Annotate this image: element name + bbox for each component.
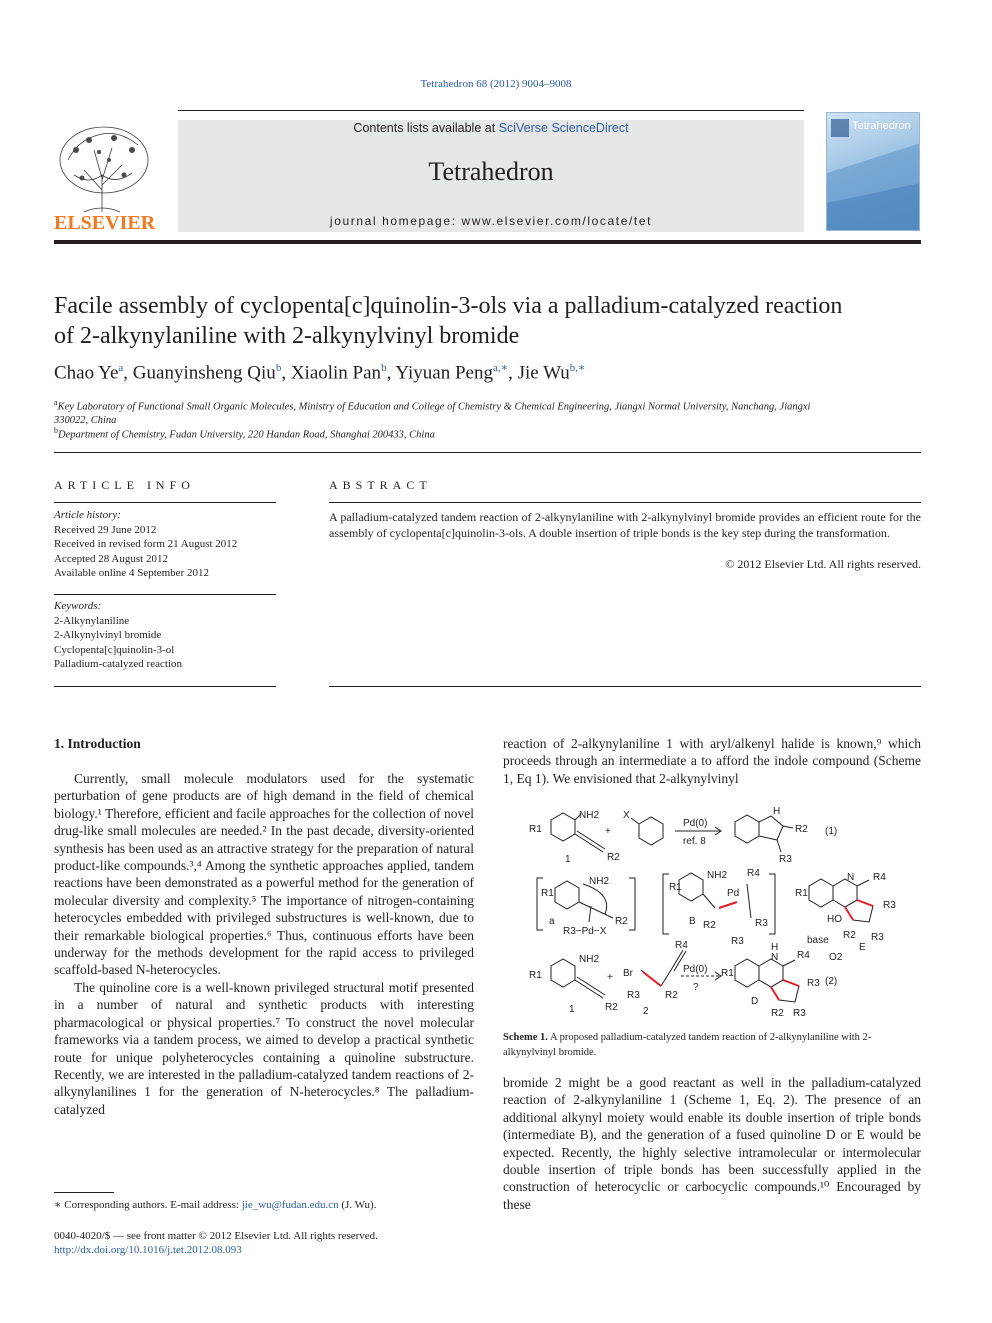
label-plus: + [607, 972, 613, 983]
received-date: Received 29 June 2012 [54, 523, 157, 536]
keyword: 2-Alkynylvinyl bromide [54, 629, 162, 641]
label-h: H [771, 942, 779, 953]
section-rule [54, 452, 921, 453]
label-r3: R3 [807, 978, 820, 989]
keywords-label: Keywords: [54, 600, 102, 612]
benzene-ring [639, 817, 663, 845]
label-h: H [773, 806, 781, 817]
label-intermediate-b: B [689, 916, 696, 927]
author-sup[interactable]: b [381, 362, 387, 374]
label-r3: R3 [755, 918, 768, 929]
label-r1: R1 [669, 882, 682, 893]
history-label: Article history: [54, 509, 121, 521]
label-r3: R3 [627, 990, 640, 1001]
keyword: Cyclopenta[c]quinolin-3-ol [54, 643, 175, 656]
indole-ring [735, 815, 759, 843]
label-r1: R1 [541, 888, 554, 899]
scheme-caption-text: A proposed palladium-catalyzed tandem reaction of 2-alkynylaniline with 2-alkynylvinyl bromide. [503, 1032, 872, 1058]
journal-citation[interactable]: Tetrahedron 68 (2012) 9004–9008 [420, 78, 572, 90]
label-n: N [771, 952, 779, 963]
label-eq2: (2) [825, 976, 838, 987]
title-line-2: of 2-alkynylaniline with 2-alkynylvinyl bromide [54, 323, 520, 349]
label-r2: R2 [703, 920, 716, 931]
publisher-wordmark: ELSEVIER [54, 212, 156, 234]
abstract-text: A palladium-catalyzed tandem reaction of 2-alkynylaniline with 2-alkynylvinyl bromide provides an efficient route for the assembly of cyclopenta[c]quinolin-3-ols. A double insertion of triple bonds is the key step during the transformation. [329, 510, 921, 540]
label-pd0: Pd(0) [683, 818, 708, 829]
scheme-caption [503, 1031, 921, 1060]
abstract-heading: ABSTRACT [329, 478, 432, 492]
product-ring [735, 959, 759, 987]
label-plus: + [605, 826, 611, 837]
label-x: X [623, 810, 630, 821]
issn-line: 0040-4020/$ — see front matter © 2012 Elsevier Ltd. All rights reserved. [54, 1230, 378, 1242]
label-nh2: NH2 [589, 876, 610, 887]
accepted-date: Accepted 28 August 2012 [54, 552, 168, 565]
cover-title: Tetrahedron [852, 120, 911, 132]
label-compound-d: D [751, 996, 759, 1007]
label-r4: R4 [797, 950, 810, 961]
abstract-copyright: © 2012 Elsevier Ltd. All rights reserved. [725, 557, 921, 571]
footnote-suffix: (J. Wu). [338, 1199, 377, 1211]
paragraph: bromide 2 might be a good reactant as well in the palladium-catalyzed reaction of 2-alkynylaniline 1 (Scheme 1, Eq. 2). The presence of an additional alkynyl moiety would enable its double insertion of triple bonds (intermediate B), and the generation of a fused quinoline D or E would be expected. Recently, the highly selective intramolecular or intermolecular double insertion of triple bonds has been successfully applied in the construction of heterocyclic or carbocyclic compounds.¹⁰ Encouraged by these [503, 1075, 921, 1212]
author-sup[interactable]: b [275, 362, 282, 374]
article-title [54, 291, 934, 351]
label-r1: R1 [529, 970, 542, 981]
info-rule [54, 502, 276, 503]
label-compound-1: 1 [565, 854, 571, 865]
label-br: Br [623, 968, 633, 979]
label-question: ? [693, 982, 699, 993]
keywords-block [54, 599, 276, 672]
quinoline-ring [809, 879, 833, 907]
label-r1: R1 [529, 824, 542, 835]
label-r4: R4 [873, 872, 886, 883]
label-intermediate-a: a [549, 916, 555, 927]
benzene-ring [551, 813, 575, 841]
label-r2: R2 [605, 1002, 618, 1013]
right-column-bottom [503, 1074, 921, 1213]
section-heading-introduction: 1. Introduction [54, 736, 141, 751]
label-eq1: (1) [825, 826, 838, 837]
info-rule [54, 686, 276, 687]
issn-block [54, 1229, 474, 1257]
label-r3: R3 [731, 936, 744, 947]
label-pd: Pd [727, 888, 740, 899]
article-info-heading: ARTICLE INFO [54, 478, 195, 492]
keyword: 2-Alkynylaniline [54, 614, 130, 627]
label-o2: O2 [829, 952, 843, 963]
label-nh2: NH2 [707, 870, 728, 881]
author-sup[interactable]: b,∗ [569, 362, 586, 374]
footnote-text: ∗ Corresponding authors. E-mail address: [54, 1199, 242, 1211]
label-r3: R3 [871, 932, 884, 943]
sciencedirect-link[interactable]: SciVerse ScienceDirect [498, 121, 629, 135]
benzene-ring [555, 881, 579, 909]
label-ref8: ref. 8 [683, 836, 706, 847]
author-name: Yiyuan Peng [395, 362, 493, 384]
header-thick-rule [54, 240, 921, 244]
journal-homepage[interactable]: journal homepage: www.elsevier.com/locate/tet [329, 214, 653, 228]
label-nh2: NH2 [579, 954, 600, 965]
email-link[interactable]: jie_wu@fudan.edu.cn [241, 1199, 339, 1211]
keyword: Palladium-catalyzed reaction [54, 658, 182, 670]
affiliation-b: $^b$Department of Chemistry, Fudan University, 220 Handan Road, Shanghai 200433, China [54, 426, 435, 441]
author-sup[interactable]: a,∗ [493, 362, 509, 374]
author-name: Xiaolin Pan [290, 362, 382, 384]
paragraph: reaction of 2-alkynylaniline 1 with aryl/alkenyl halide is known,⁹ which proceeds through an intermediate a to afford the indole compound (Scheme 1, Eq 1). We envisioned that 2-alkynylvinyl [503, 736, 921, 786]
affiliation-a-text-2: 330022, China [54, 414, 117, 426]
label-r3: R3 [883, 900, 896, 911]
author-name: Guanyinsheng Qiu [132, 362, 276, 384]
label-r4: R4 [675, 940, 688, 951]
doi-link[interactable]: http://dx.doi.org/10.1016/j.tet.2012.08.093 [54, 1244, 242, 1256]
abstract-rule [329, 502, 921, 503]
revised-date: Received in revised form 21 August 2012 [54, 538, 238, 550]
abstract-rule [329, 686, 921, 687]
right-column-top [503, 735, 921, 787]
label-r2: R2 [615, 916, 628, 927]
contents-prefix: Contents lists available at [353, 121, 499, 135]
label-ho: HO [827, 914, 842, 925]
affiliation-a-text: Key Laboratory of Functional Small Organic Molecules, Ministry of Education and College of Chemistry & Chemical Engineering, Jiangxi Normal University, Nanchang, Jiangxi [57, 401, 811, 413]
label-nh2: NH2 [579, 810, 600, 821]
affiliation-b-text: Department of Chemistry, Fudan University, 220 Handan Road, Shanghai 200433, China [58, 429, 435, 441]
alkyne-bond [575, 834, 603, 852]
author-sup[interactable]: a [118, 362, 124, 374]
header-rule [178, 110, 804, 111]
author-name: Jie Wu [517, 362, 570, 384]
label-compound-1: 1 [569, 1004, 575, 1015]
label-r3: R3 [779, 854, 792, 865]
label-pd0: Pd(0) [683, 964, 708, 975]
scheme-label: Scheme 1. [503, 1032, 548, 1043]
label-pdx: R3−Pd−X [563, 926, 607, 937]
paragraph: The quinoline core is a well-known privileged structural motif presented in a number of natural and synthetic products with interesting pharmacological or physical properties.⁷ To construct the novel molecular frameworks via a tandem process, we aimed to develop a practical synthetic route for unique polyheterocycles containing a quinoline substructure. Recently, we are interested in the palladium-catalyzed tandem reactions of 2-alkynylanilines 1 for the generation of N-heterocycles.⁸ The palladium-catalyzed [54, 979, 474, 1117]
label-r2: R2 [607, 852, 620, 863]
paragraph: Currently, small molecule modulators used for the systematic perturbation of gene products are of high demand in the field of chemical biology.¹ Therefore, efficient and facile approaches for the collection of novel drug-like small molecules are needed.² In the past decade, diversity-oriented synthesis has been used as an attractive strategy for the preparation of natural product-like compounds.³,⁴ Among the synthetic approaches applied, tandem reactions have been demonstrated as a powerful method for the generation of molecular diversity and complexity.⁵ The importance of nitrogen-containing heterocycles embedded with privileged substructures is well-known, due to their remarkable biological properties.⁶ Thus, continuous efforts have been underway for the methods development for the rapid access to privileged scaffold-based N-heterocycles. [54, 771, 474, 978]
label-r2: R2 [771, 1008, 784, 1019]
label-compound-2: 2 [643, 1006, 649, 1017]
label-n: N [847, 872, 855, 883]
journal-name: Tetrahedron [428, 157, 554, 186]
corresponding-author-note [54, 1198, 474, 1211]
label-base: base [807, 935, 829, 946]
label-compound-e: E [859, 942, 866, 953]
label-r2: R2 [843, 930, 856, 941]
label-r1: R1 [795, 888, 808, 899]
label-r4: R4 [747, 868, 760, 879]
benzene-ring [551, 959, 575, 987]
article-history [54, 508, 276, 581]
author-list: Chao Ye$^a$, Guanyinsheng Qiu$^b$, Xiaolin Pan$^b$, Yiyuan Peng$^{a,∗}$, Jie $Wu^{b,∗}$ [54, 362, 586, 384]
info-rule [54, 594, 276, 595]
title-line-1: Facile assembly of cyclopenta[c]quinolin-3-ols via a palladium-catalyzed reaction [54, 293, 843, 319]
contents-line [178, 121, 804, 135]
benzene-ring [679, 873, 703, 901]
bracket [537, 878, 543, 930]
footnote-rule [54, 1192, 114, 1193]
label-r2: R2 [795, 824, 808, 835]
label-r1: R1 [721, 968, 734, 979]
label-r2: R2 [665, 990, 678, 1001]
scheme-1-figure [503, 800, 921, 1022]
online-date: Available online 4 September 2012 [54, 567, 209, 579]
label-r3: R3 [793, 1008, 806, 1019]
left-column [54, 770, 474, 1118]
author-name: Chao Ye [54, 362, 119, 384]
affiliation-a: $^a$Key Laboratory of Functional Small Organic Molecules, Ministry of Education and College of Chemistry & Chemical Engineering, Jiangxi Normal University, Nanchang, Jiangxi 330022, China [54, 398, 811, 426]
